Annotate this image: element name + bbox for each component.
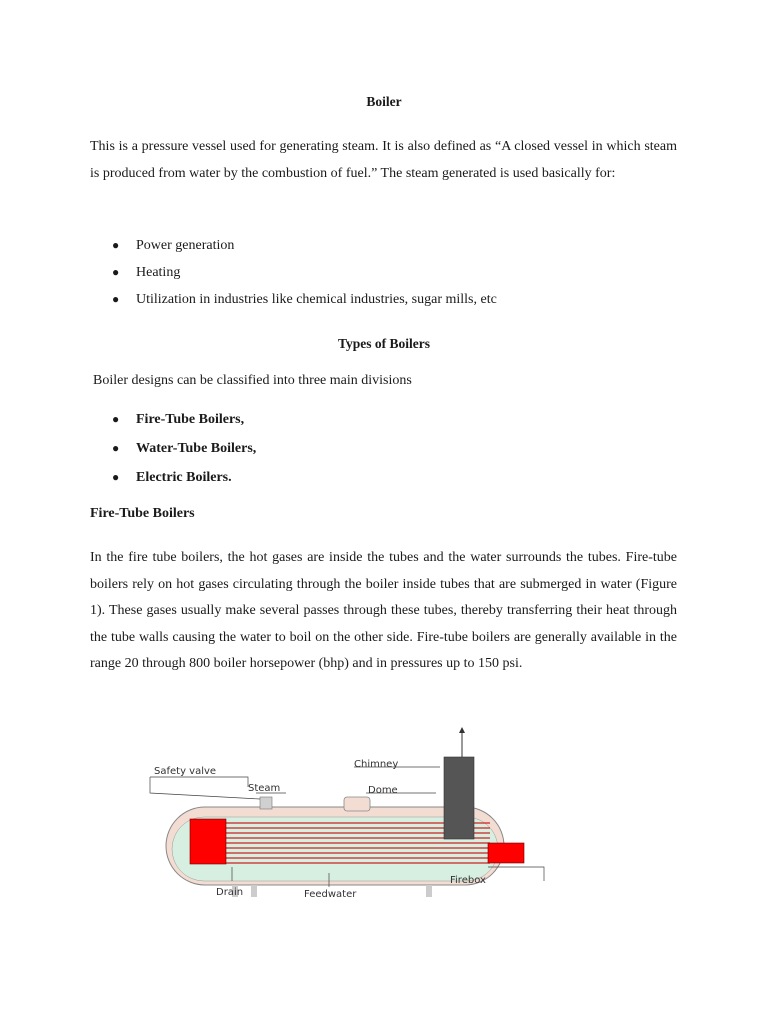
intro-paragraph: This is a pressure vessel used for generating steam. It is also defined as “A closed vessel in which steam is produced from water by the combustion of fuel.” The steam generated is used basically for: (90, 139, 677, 181)
bullet-icon: ● (112, 265, 120, 279)
list-item: ● Power generation (90, 232, 497, 259)
bullet-icon: ● (112, 292, 120, 306)
firebox-chamber (488, 843, 524, 863)
page-title: Boiler (366, 94, 402, 109)
label-dome: Dome (368, 785, 398, 796)
bullet-icon: ● (112, 441, 120, 455)
firetube-paragraph: In the fire tube boilers, the hot gases are inside the tubes and the water surrounds the tubes. Fire-tube boilers rely on hot gases circulating through the boiler inside tubes that are submerged in water (Figure 1). These gases usually make several passes through these tubes, thereby transferring their heat through the tube walls causing the water to boil on the other side. Fire-tube boilers are generally available in the range 20 through 800 boiler horsepower (bhp) and in pressures up to 150 psi. (90, 550, 677, 671)
dome-shape (344, 797, 370, 811)
label-drain: Drain (216, 887, 244, 898)
label-chimney: Chimney (354, 759, 399, 770)
types-heading: Types of Boilers (338, 336, 430, 351)
types-intro: Boiler designs can be classified into three main divisions (93, 373, 412, 388)
types-list (90, 405, 256, 492)
front-chamber (190, 819, 226, 864)
bullet-icon: ● (112, 238, 120, 252)
list-item: ● Heating (90, 259, 497, 286)
uses-list (90, 232, 497, 313)
label-firebox: Firebox (450, 875, 486, 886)
list-item: ● Fire-Tube Boilers, (90, 405, 256, 434)
bullet-icon: ● (112, 412, 120, 426)
label-safety-valve: Safety valve (154, 766, 217, 777)
firetube-heading: Fire-Tube Boilers (90, 506, 195, 521)
list-item: ● Utilization in industries like chemical industries, sugar mills, etc (90, 286, 497, 313)
up-arrow-icon (459, 727, 465, 733)
label-steam: Steam (248, 783, 281, 794)
bullet-icon: ● (112, 470, 120, 484)
list-item: ● Electric Boilers. (90, 463, 256, 492)
support-left-2 (251, 885, 257, 897)
label-feedwater: Feedwater (304, 889, 357, 900)
support-right (426, 885, 432, 897)
steam-outlet (260, 797, 272, 809)
boiler-svg (136, 727, 560, 905)
chimney-stack (444, 757, 474, 839)
fire-tube-boiler-diagram (136, 727, 560, 905)
list-item: ● Water-Tube Boilers, (90, 434, 256, 463)
